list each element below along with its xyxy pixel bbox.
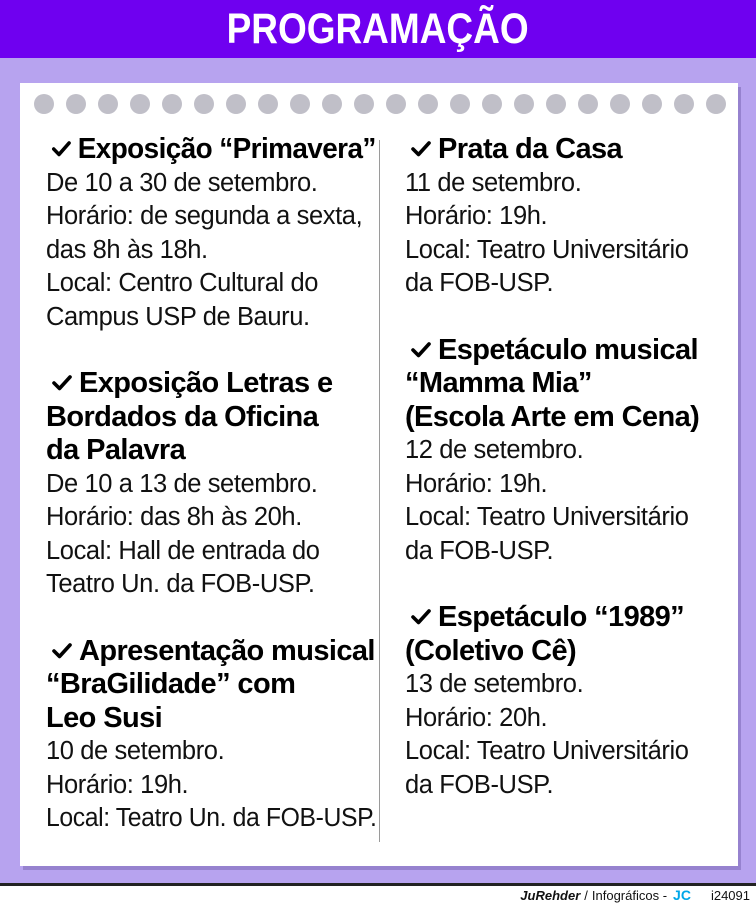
decorative-dot (226, 94, 246, 114)
checkmark-icon (52, 641, 72, 661)
event-title-text: Prata da Casa (438, 133, 623, 165)
decorative-dot (482, 94, 502, 114)
event-detail: Horário: de segunda a sexta, (46, 202, 363, 230)
event-detail: da FOB-USP. (405, 536, 554, 565)
event-title (46, 635, 376, 669)
credit-code: i24091 (710, 887, 750, 903)
event-title-text: Espetáculo musical (438, 333, 698, 366)
event-title (405, 601, 725, 635)
decorative-dot (546, 94, 566, 114)
event-title-text: Exposição “Primavera” (77, 133, 376, 165)
decorative-dot (610, 94, 630, 114)
event-detail: 10 de setembro. (46, 737, 225, 765)
decorative-dot (674, 94, 694, 114)
footer-rule (0, 883, 756, 886)
right-column (405, 133, 725, 835)
decorative-dot (98, 94, 118, 114)
event-title-text: “Mamma Mia” (405, 367, 592, 399)
decorative-dot (354, 94, 374, 114)
credit-separator: / (584, 887, 588, 903)
decorative-dot (642, 94, 662, 114)
decorative-dot (34, 94, 54, 114)
credit-author: JuRehder (520, 887, 581, 903)
event-detail: da FOB-USP. (405, 770, 554, 799)
event-detail: Teatro Un. da FOB-USP. (46, 570, 315, 598)
column-divider (379, 140, 380, 842)
decorative-dot (322, 94, 342, 114)
event-detail: Horário: 19h. (46, 770, 189, 799)
event-detail: Horário: 19h. (405, 469, 548, 498)
event-detail: 11 de setembro. (405, 168, 582, 197)
event-title (46, 434, 376, 468)
event-title (405, 133, 725, 167)
event-title-text: (Escola Arte em Cena) (405, 400, 700, 433)
event-detail: Local: Teatro Un. da FOB-USP. (46, 804, 377, 832)
event-detail: De 10 a 30 de setembro. (46, 168, 318, 197)
decorative-dot (578, 94, 598, 114)
event-title-text: Leo Susi (46, 701, 163, 734)
decorative-dot (130, 94, 150, 114)
decorative-dot (194, 94, 214, 114)
event-title (405, 401, 725, 435)
event-title (46, 702, 376, 736)
event-title (405, 367, 725, 401)
decorative-dot (386, 94, 406, 114)
event-detail: Horário: 19h. (405, 202, 548, 230)
credit-line (520, 887, 750, 903)
event-title-text: Espetáculo “1989” (438, 601, 685, 633)
event-item (405, 601, 725, 802)
event-title-text: Bordados da Oficina (46, 400, 319, 433)
checkmark-icon (52, 373, 72, 393)
decorative-dot (162, 94, 182, 114)
event-detail: das 8h às 18h. (46, 235, 208, 264)
decorative-dot (418, 94, 438, 114)
checkmark-icon (411, 607, 431, 627)
decorative-dot-row (34, 94, 726, 116)
event-title (46, 367, 376, 401)
event-title (405, 635, 725, 669)
checkmark-icon (411, 340, 431, 360)
event-detail: Local: Teatro Universitário (405, 503, 689, 531)
checkmark-icon (52, 139, 71, 159)
event-detail: De 10 a 13 de setembro. (46, 469, 318, 498)
event-item (46, 635, 376, 836)
event-detail: Local: Centro Cultural do (46, 269, 319, 297)
decorative-dot (450, 94, 470, 114)
left-column (46, 133, 376, 869)
decorative-dot (514, 94, 534, 114)
page-title: PROGRAMAÇÃO (226, 4, 529, 53)
event-title (405, 334, 725, 368)
event-detail: Local: Hall de entrada do (46, 536, 320, 565)
event-title-text: “BraGilidade” com (46, 668, 296, 700)
event-item (46, 367, 376, 602)
event-item (405, 334, 725, 569)
event-detail: Horário: das 8h às 20h. (46, 503, 302, 531)
event-item (405, 133, 725, 301)
credit-section: Infográficos - (591, 887, 668, 903)
event-detail: 12 de setembro. (405, 436, 584, 464)
decorative-dot (258, 94, 278, 114)
event-title (46, 401, 376, 435)
event-title-text: da Palavra (46, 434, 186, 466)
event-title-text: Exposição Letras e (79, 367, 333, 399)
decorative-dot (66, 94, 86, 114)
event-detail: Local: Teatro Universitário (405, 235, 689, 264)
event-title-text: (Coletivo Cê) (405, 634, 577, 667)
event-detail: Local: Teatro Universitário (405, 737, 689, 765)
event-title (46, 668, 376, 702)
event-detail: 13 de setembro. (405, 670, 584, 698)
checkmark-icon (411, 139, 431, 159)
event-title (46, 133, 376, 167)
event-item (46, 133, 376, 334)
event-detail: Campus USP de Bauru. (46, 302, 310, 331)
event-detail: Horário: 20h. (405, 703, 548, 732)
event-title-text: Apresentação musical (79, 634, 375, 667)
header-banner (0, 0, 756, 58)
decorative-dot (290, 94, 310, 114)
event-detail: da FOB-USP. (405, 269, 554, 297)
decorative-dot (706, 94, 726, 114)
jc-logo: JC (673, 887, 691, 903)
